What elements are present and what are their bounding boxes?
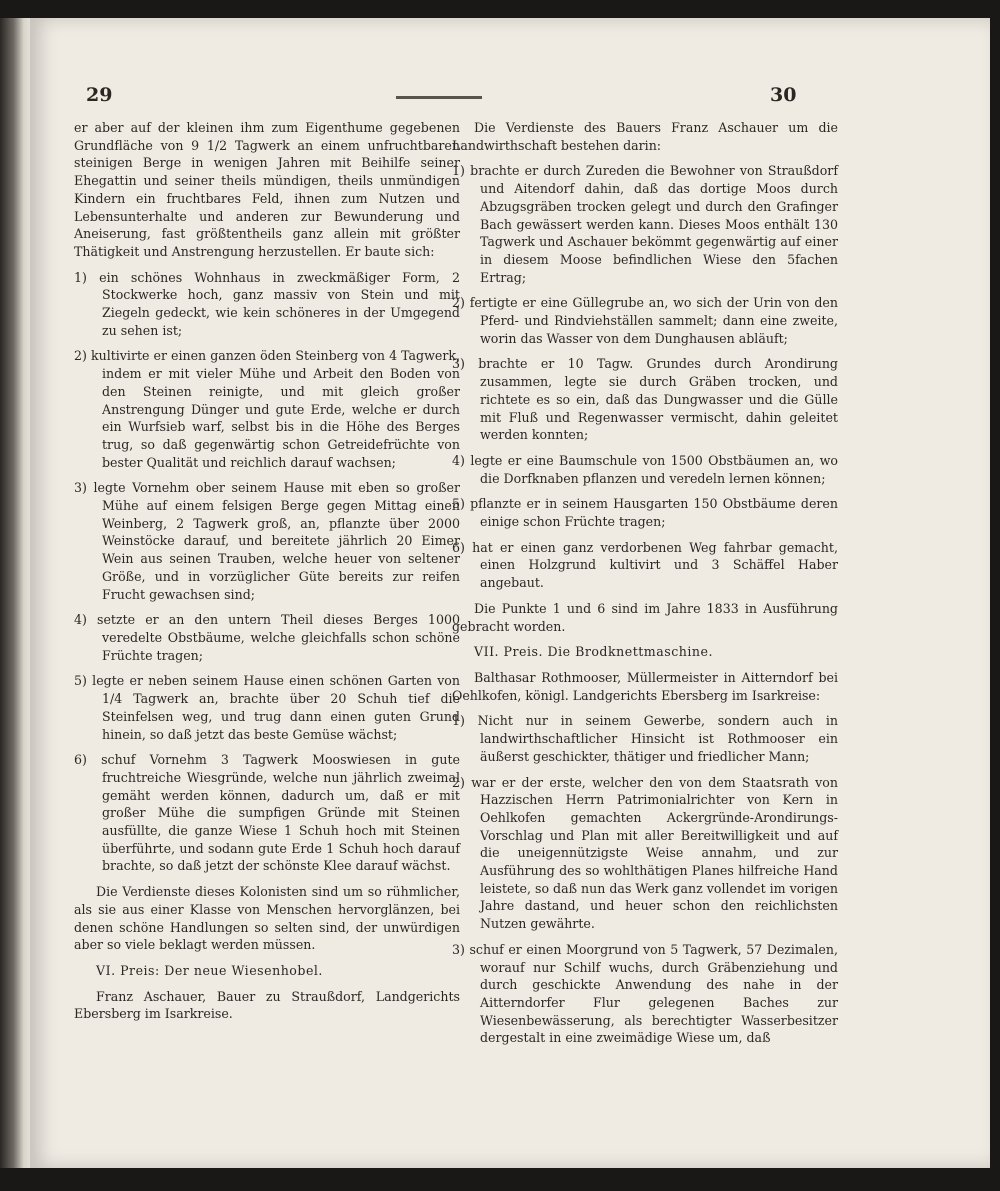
paragraph: Die Punkte 1 und 6 sind im Jahre 1833 in Ausführung gebracht worden. xyxy=(452,600,838,634)
section-heading: VII. Preis. Die Brodknettmaschine. xyxy=(474,644,713,660)
paragraph: Die Verdienste des Bauers Franz Aschauer um die Landwirthschaft bestehen darin: xyxy=(452,120,838,153)
right-column xyxy=(452,119,838,1055)
list-item: 1) brachte er durch Zureden die Bewohner von Straußdorf und Aitendorf dahin, daß das dortige Moos durch Abzugsgräben trocken gelegt und durch den Grafinger Bach gewässert werden kann. Dieses Moos enthält 130 Tagwerk und Aschauer bekömmt gegenwärtig auf einer in diesem Moose befindlichen Wiese den 5fachen Ertrag; xyxy=(452,163,838,285)
list-item: 2) kultivirte er einen ganzen öden Steinberg von 4 Tagwerk, indem er mit vieler Mühe und Arbeit den Boden von den Steinen reinigte, und mit gleich großer Anstrengung Dünger und gute Erde, welche er durch ein Wurfsieb warf, selbst bis in die Höhe des Berges trug, so daß gegenwärtig schon Getreidefrüchte von bester Qualität und reichlich darauf wachsen; xyxy=(74,348,460,470)
paragraph-continuation: er aber auf der kleinen ihm zum Eigenthume gegebenen Grundfläche von 9 1/2 Tagwerk an einem unfruchtbaren steinigen Berge in wenigen Jahren mit Beihilfe seiner Ehegattin und seiner theils mündigen, theils unmündigen Kindern ein fruchtbares Feld, ihnen zum Nutzen und Lebensunterhalte und anderen zur Bewunderung und Aneiserung, fast größtentheils ganz allein mit größter Thätigkeit und Anstrengung herzustellen. Er baute sich: xyxy=(74,120,460,259)
list-item: 2) fertigte er eine Güllegrube an, wo sich der Urin von den Pferd- und Rindviehställen sammelt; dann eine zweite, worin das Wasser von dem Dunghausen abläuft; xyxy=(452,295,838,346)
list-item: 4) setzte er an den untern Theil dieses Berges 1000 veredelte Obstbäume, welche gleichfalls schon schöne Früchte tragen; xyxy=(74,612,460,663)
list-item: 6) schuf Vornehm 3 Tagwerk Mooswiesen in gute fruchtreiche Wiesgründe, welche nun jährlich zweimal gemäht werden können, dadurch um, daß er mit großer Mühe die sumpfigen Gründe mit Steinen ausfüllte, die ganze Wiese 1 Schuh hoch mit Steinen überführte, und sodann gute Erde 1 Schuh hoch darauf brachte, so daß jetzt der schönste Klee darauf wächst. xyxy=(74,752,460,874)
book-spine xyxy=(0,18,34,1168)
page-number-right: 30 xyxy=(770,84,797,106)
list-item: 6) hat er einen ganz verdorbenen Weg fahrbar gemacht, einen Holzgrund kultivirt und 3 Schäffel Haber angebaut. xyxy=(452,539,838,591)
paragraph: Die Verdienste dieses Kolonisten sind um so rühmlicher, als sie aus einer Klasse von Menschen hervorglänzen, bei denen schöne Handlungen so selten sind, der unwürdigen aber so viele beklagt werden müssen. xyxy=(74,884,460,953)
list-item: 1) Nicht nur in seinem Gewerbe, sondern auch in landwirthschaftlicher Hinsicht ist Rothmooser ein äußerst geschickter, thätiger und friedlicher Mann; xyxy=(452,713,838,764)
list-item: 3) legte Vornehm ober seinem Hause mit eben so großer Mühe auf einem felsigen Berge gegen Mittag einen Weinberg, 2 Tagwerk groß, an, pflanzte über 2000 Weinstöcke darauf, und bereitete jährlich 20 Eimer Wein aus seinen Trauben, welche heuer von seltener Größe, und in vorzüglicher Güte bereits zur reifen Frucht gewachsen sind; xyxy=(74,480,460,602)
paragraph: Franz Aschauer, Bauer zu Straußdorf, Landgerichts Ebersberg im Isarkreise. xyxy=(74,988,460,1022)
list-item: 3) brachte er 10 Tagw. Grundes durch Arondirung zusammen, legte sie durch Gräben trocken, und richtete es so ein, daß das Dungwasser und die Gülle mit Fluß und Regenwasser vermischt, dahin geleitet werden konnten; xyxy=(452,356,838,443)
list-item: 1) ein schönes Wohnhaus in zweckmäßiger Form, 2 Stockwerke hoch, ganz massiv von Stein und mit Ziegeln gedeckt, wie kein schöneres in der Umgegend zu sehen ist; xyxy=(74,269,460,338)
page-number-left: 29 xyxy=(86,84,113,106)
paragraph: Balthasar Rothmooser, Müllermeister in Aitterndorf bei Oehlkofen, königl. Landgerichts Ebersberg im Isarkreise: xyxy=(452,669,838,703)
list-item: 5) pflanzte er in seinem Hausgarten 150 Obstbäume deren einige schon Früchte tragen; xyxy=(452,496,838,530)
list-item: 2) war er der erste, welcher den von dem Staatsrath von Hazzischen Herrn Patrimonialrichter von Kern in Oehlkofen gemachten Ackergründe-Arondirungs-Vorschlag und Plan mit aller Bereitwilligkeit und auf die uneigennützigste Weise annahm, und zur Ausführung des so wohlthätigen Planes hilfreiche Hand leistete, so daß nun das Werk ganz vollendet im vorigen Jahre dastand, und heuer schon den reichlichsten Nutzen gewährte. xyxy=(452,774,838,932)
header-rule xyxy=(396,96,482,99)
section-heading: VI. Preis: Der neue Wiesenhobel. xyxy=(96,962,323,978)
left-column xyxy=(74,119,460,1031)
list-item: 5) legte er neben seinem Hause einen schönen Garten von 1/4 Tagwerk an, brachte über 20 Schuh tief die Steinfelsen weg, und trug dann einen guten Grund hinein, so daß jetzt das beste Gemüse wächst; xyxy=(74,673,460,742)
list-item: 3) schuf er einen Moorgrund von 5 Tagwerk, 57 Dezimalen, worauf nur Schilf wuchs, durch Gräbenziehung und durch geschickte Anwendung des nahe in der Aitterndorfer Flur gelegenen Baches zur Wiesenbewässerung, als berechtigter Wasserbesitzer dergestalt in eine zweimädige Wiese um, daß xyxy=(452,941,838,1046)
list-item: 4) legte er eine Baumschule von 1500 Obstbäumen an, wo die Dorfknaben pflanzen und veredeln lernen können; xyxy=(452,452,838,486)
